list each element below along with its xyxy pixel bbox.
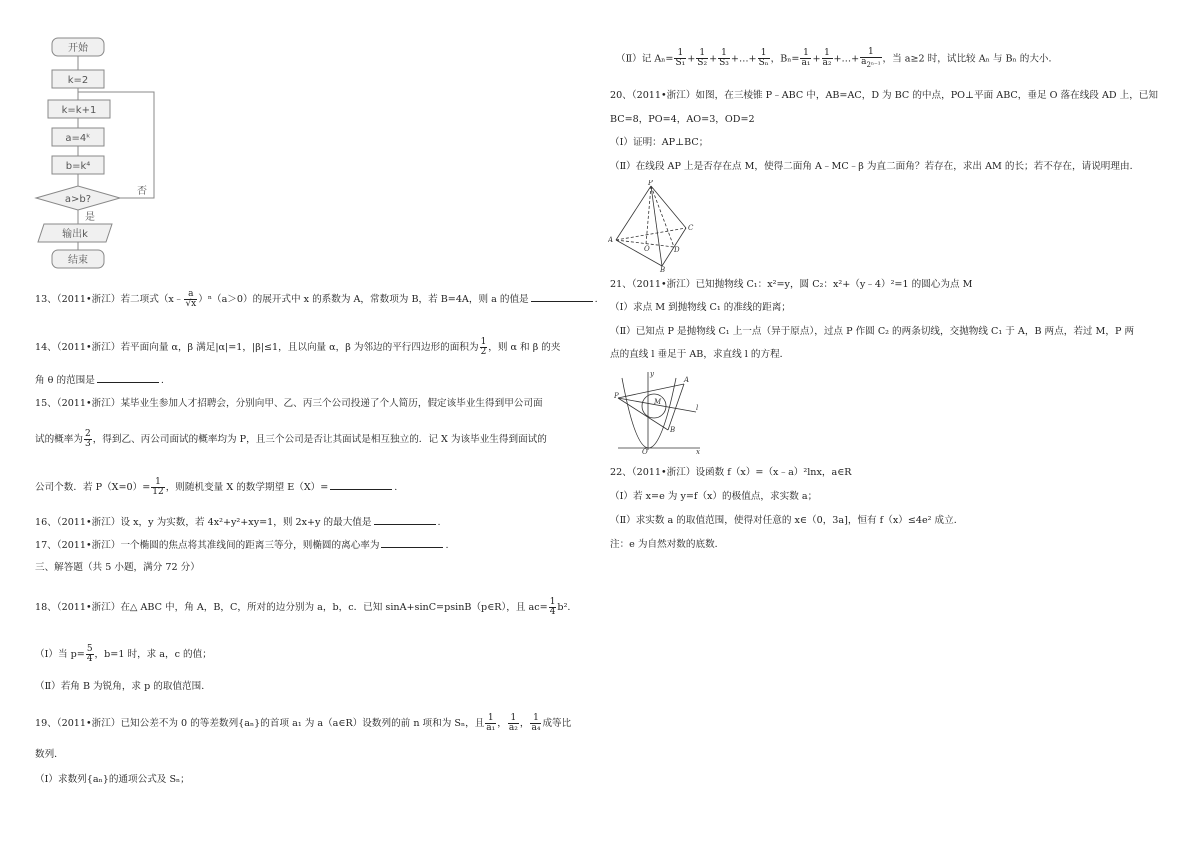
fc-k-inc: k=k+1: [61, 105, 97, 116]
question-19-part1: （Ⅰ）求数列{aₙ}的通项公式及 Sₙ；: [35, 774, 190, 785]
fraction: $\frac{5}{4}$: [86, 644, 93, 664]
label-B: B: [660, 266, 666, 272]
fraction: $\frac{1}{\text{a₁}}$: [486, 713, 496, 733]
flowchart-figure: [32, 36, 202, 276]
answer-blank[interactable]: [330, 479, 392, 490]
right-column: [600, 0, 1200, 849]
fc-a-assign: a=4ᵏ: [65, 133, 91, 144]
question-15-cont1: 试的概率为 $\frac{2}{3}$ ，得到乙、丙公司面试的概率均为 P，且三个公司是否让其面试是相互独立的．记 X 为该毕业生得到面试的: [35, 429, 547, 449]
fc-no: 否: [137, 186, 147, 197]
label-P: P: [648, 180, 653, 187]
question-15: 15、（2011•浙江）某毕业生参加人才招聘会，分别向甲、乙、丙三个公司投递了个人简历，假定该毕业生得到甲公司面: [35, 398, 543, 409]
question-21: 21、（2011•浙江）已知抛物线 C₁：x²=y，圆 C₂：x²+（y﹣4）²=1 的圆心为点 M: [610, 279, 973, 290]
fraction: $\frac{1}{a_{2^{n-1}}}$: [861, 47, 881, 69]
fraction: $\frac{1}{\text{S₁}}$: [675, 48, 686, 69]
answer-blank[interactable]: [374, 514, 436, 525]
question-21-part1: （Ⅰ）求点 M 到抛物线 C₁ 的准线的距离；: [610, 302, 791, 313]
question-13: 13、（2011•浙江）若二项式（x﹣ $\frac{a}{√x}$ ）ⁿ（a＞0）的展开式中 x 的系数为 A，常数项为 B，若 B=4A，则 a 的值是 .: [35, 289, 598, 309]
question-19-cont: 数列．: [35, 749, 64, 760]
question-15-cont2: 公司个数．若 P（X=0）= $\frac{1}{12}$ ，则随机变量 X 的数学期望 E（X）= .: [35, 477, 398, 497]
label-P: P: [614, 392, 619, 400]
answer-blank[interactable]: [381, 537, 443, 548]
fraction: $\frac{a}{√x}$: [185, 289, 197, 309]
fraction: $\frac{1}{\text{Sₙ}}$: [758, 48, 769, 69]
fraction: $\frac{1}{\text{a₄}}$: [531, 713, 541, 733]
label-O: O: [644, 245, 650, 253]
fraction: $\frac{1}{\text{S₂}}$: [697, 48, 708, 69]
fraction: $\frac{1}{\text{a₂}}$: [822, 48, 832, 69]
fraction: $\frac{1}{2}$: [480, 337, 487, 357]
question-19: 19、（2011•浙江）已知公差不为 0 的等差数列{aₙ}的首项 a₁ 为 a（a∈R）设数列的前 n 项和为 Sₙ，且 $\frac{1}{\text{a₁}}$ ， $\frac{1}{\text{a₂}}$ ， $\frac{1}{\text{a₄}}$ 成等比: [35, 713, 572, 733]
fc-k-init: k=2: [67, 75, 89, 86]
question-20: 20、（2011•浙江）如图，在三棱锥 P﹣ABC 中，AB=AC，D 为 BC 的中点，PO⊥平面 ABC，垂足 O 落在线段 AD 上，已知: [610, 90, 1158, 101]
fc-output: 输出k: [62, 229, 88, 240]
question-18-part2: （Ⅱ）若角 B 为锐角，求 p 的取值范围．: [35, 681, 211, 692]
question-18-part1: （Ⅰ）当 p= $\frac{5}{4}$ ，b=1 时，求 a，c 的值；: [35, 644, 212, 664]
question-22-part2: （Ⅱ）求实数 a 的取值范围，使得对任意的 x∈（0，3a]，恒有 f（x）≤4e² 成立．: [610, 515, 964, 526]
question-17: 17、（2011•浙江）一个椭圆的焦点将其准线间的距离三等分，则椭圆的离心率为 .: [35, 537, 449, 553]
fc-condition: a>b?: [64, 194, 92, 205]
label-O: O: [642, 448, 648, 456]
question-20-part2: （Ⅱ）在线段 AP 上是否存在点 M，使得二面角 A﹣MC﹣β 为直二面角？若存在，求出 AM 的长；若不存在，请说明理由．: [610, 161, 1140, 172]
label-B: B: [670, 426, 676, 434]
fc-yes: 是: [85, 212, 95, 223]
label-A: A: [608, 236, 614, 244]
label-C: C: [688, 224, 694, 232]
label-A: A: [684, 376, 690, 384]
question-21-part2-cont: 点的直线 l 垂足于 AB，求直线 l 的方程．: [610, 349, 790, 360]
fc-start: 开始: [68, 43, 88, 54]
fc-end: 结束: [68, 255, 88, 266]
fraction: $\frac{1}{\text{a₁}}$: [801, 48, 811, 69]
answer-blank[interactable]: [97, 372, 159, 383]
question-14: 14、（2011•浙江）若平面向量 α，β 满足|α|=1，|β|≤1，且以向量 α，β 为邻边的平行四边形的面积为 $\frac{1}{2}$ ，则 α 和 β 的夹: [35, 337, 561, 357]
question-16: 16、（2011•浙江）设 x，y 为实数，若 4x²+y²+xy=1，则 2x+y 的最大值是 .: [35, 514, 441, 530]
fraction: $\frac{1}{12}$: [152, 477, 164, 497]
label-D: D: [674, 246, 680, 254]
pyramid-figure: [608, 180, 698, 272]
section-heading: 三、解答题（共 5 小题，满分 72 分）: [35, 562, 200, 573]
question-18: 18、（2011•浙江）在△ ABC 中，角 A，B，C，所对的边分别为 a，b，c．已知 sinA+sinC=psinB（p∈R），且 ac= $\frac{1}{4}$ b².: [35, 597, 571, 617]
fraction: $\frac{1}{\text{a₂}}$: [508, 713, 518, 733]
fraction: $\frac{2}{3}$: [84, 429, 91, 449]
question-19-part2: （Ⅱ）记 Aₙ= $\frac{1}{\text{S₁}}$ + $\frac{1}{\text{S₂}}$ + $\frac{1}{\text{S₃}}$ +…+ $\frac{1}{\text{Sₙ}}$ ，Bₙ= $\frac{1}{\text{a₁}}$ + $\frac{1}{\text{a₂}}$ +…+ $\frac{1}{a_{2^{n-1}}}$ ，当 a≥2 时，试比较 Aₙ 与 Bₙ 的大小．: [616, 47, 1059, 69]
question-14-cont: 角 θ 的范围是 .: [35, 372, 164, 388]
fraction: $\frac{1}{\text{S₃}}$: [719, 48, 729, 69]
question-20-part1: （Ⅰ）证明：AP⊥BC；: [610, 137, 709, 148]
fraction: $\frac{1}{4}$: [549, 597, 556, 617]
answer-blank[interactable]: [531, 291, 593, 302]
parabola-figure: [614, 368, 704, 456]
label-x: x: [696, 448, 700, 456]
label-l: l: [696, 404, 699, 412]
question-20-cont: BC=8，PO=4，AO=3，OD=2: [610, 114, 755, 125]
label-M: M: [654, 398, 662, 406]
note: 注：e 为自然对数的底数．: [610, 539, 725, 550]
fc-b-assign: b=k⁴: [65, 161, 91, 172]
question-21-part2: （Ⅱ）已知点 P 是抛物线 C₁ 上一点（异于原点），过点 P 作圆 C₂ 的两条切线，交抛物线 C₁ 于 A，B 两点，若过 M，P 两: [610, 326, 1135, 337]
label-y: y: [650, 370, 654, 378]
question-22-part1: （Ⅰ）若 x=e 为 y=f（x）的极值点，求实数 a；: [610, 491, 818, 502]
question-22: 22、（2011•浙江）设函数 f（x）=（x﹣a）²lnx，a∈R: [610, 467, 852, 478]
